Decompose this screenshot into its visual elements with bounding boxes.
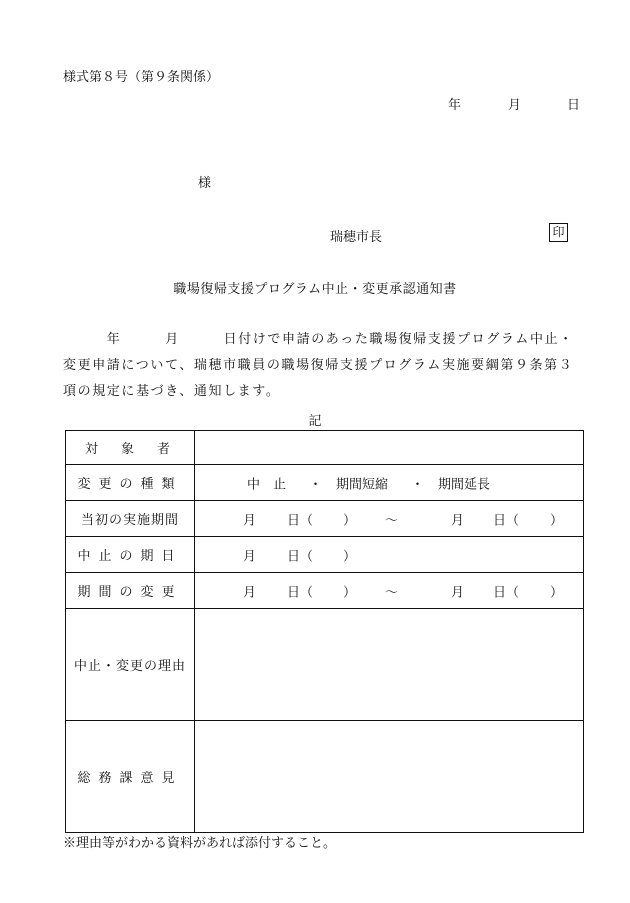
row-label-period-change: 期間の変更 [66, 573, 195, 609]
row-label-change-type: 変更の種類 [66, 465, 195, 501]
from-day: 日（ [287, 513, 314, 528]
tilde: ～ [385, 585, 399, 600]
cancel-date-cell [195, 537, 584, 573]
row-label-initial-period: 当初の実施期間 [66, 501, 195, 537]
table-row [66, 609, 584, 721]
table-row [66, 501, 584, 537]
row-label-general-affairs-opinion: 総務課意見 [66, 721, 195, 833]
issuer-name: 瑞穂市長 [330, 230, 383, 245]
table-row [66, 721, 584, 833]
to-day: 日（ [493, 513, 520, 528]
body-line-1: 年 月 日付けで申請のあった職場復帰支援プログラム中止・ [63, 332, 574, 347]
from-month: 月 [243, 585, 257, 600]
period-change-cell [195, 573, 584, 609]
to-close: ） [550, 513, 564, 528]
document-title: 職場復帰支援プログラム中止・変更承認通知書 [173, 282, 457, 297]
tilde: ～ [385, 513, 399, 528]
row-label-reason: 中止・変更の理由 [66, 609, 195, 721]
ki-heading: 記 [308, 414, 322, 429]
table-row [66, 573, 584, 609]
form-number: 様式第８号（第９条関係） [63, 70, 220, 85]
from-month: 月 [243, 513, 257, 528]
seal-mark: 印 [549, 223, 568, 242]
option-separator: ・ [411, 477, 425, 492]
cancel-close: ） [343, 549, 357, 564]
to-day: 日（ [493, 585, 520, 600]
opinion-value-cell [195, 721, 584, 833]
body-line-2: 変更申請について、瑞穂市職員の職場復帰支援プログラム実施要綱第９条第３ [63, 358, 574, 373]
date-day-label: 日 [567, 98, 581, 113]
date-month-label: 月 [508, 98, 522, 113]
body-line-3: 項の規定に基づき、通知します。 [63, 384, 281, 399]
from-close: ） [343, 513, 357, 528]
row-label-subject: 対 象 者 [66, 431, 195, 465]
option-separator: ・ [309, 477, 323, 492]
from-day: 日（ [287, 585, 314, 600]
subject-value-cell [195, 431, 584, 465]
addressee-suffix: 様 [198, 176, 212, 191]
reason-value-cell [195, 609, 584, 721]
to-month: 月 [451, 513, 465, 528]
cancel-month: 月 [243, 549, 257, 564]
detail-table [65, 430, 584, 833]
footnote: ※理由等がわかる資料があれば添付すること。 [63, 836, 337, 851]
option-extend: 期間延長 [438, 477, 491, 492]
to-month: 月 [451, 585, 465, 600]
change-type-options [195, 465, 584, 501]
option-cancel: 中 止 [247, 477, 287, 492]
table-row [66, 431, 584, 465]
row-label-cancel-date: 中止の期日 [66, 537, 195, 573]
cancel-day: 日（ [287, 549, 314, 564]
option-shorten: 期間短縮 [336, 477, 389, 492]
body-paragraph [63, 327, 585, 405]
to-close: ） [550, 585, 564, 600]
table-row [66, 537, 584, 573]
initial-period-cell [195, 501, 584, 537]
from-close: ） [343, 585, 357, 600]
table-row [66, 465, 584, 501]
date-year-label: 年 [448, 98, 462, 113]
